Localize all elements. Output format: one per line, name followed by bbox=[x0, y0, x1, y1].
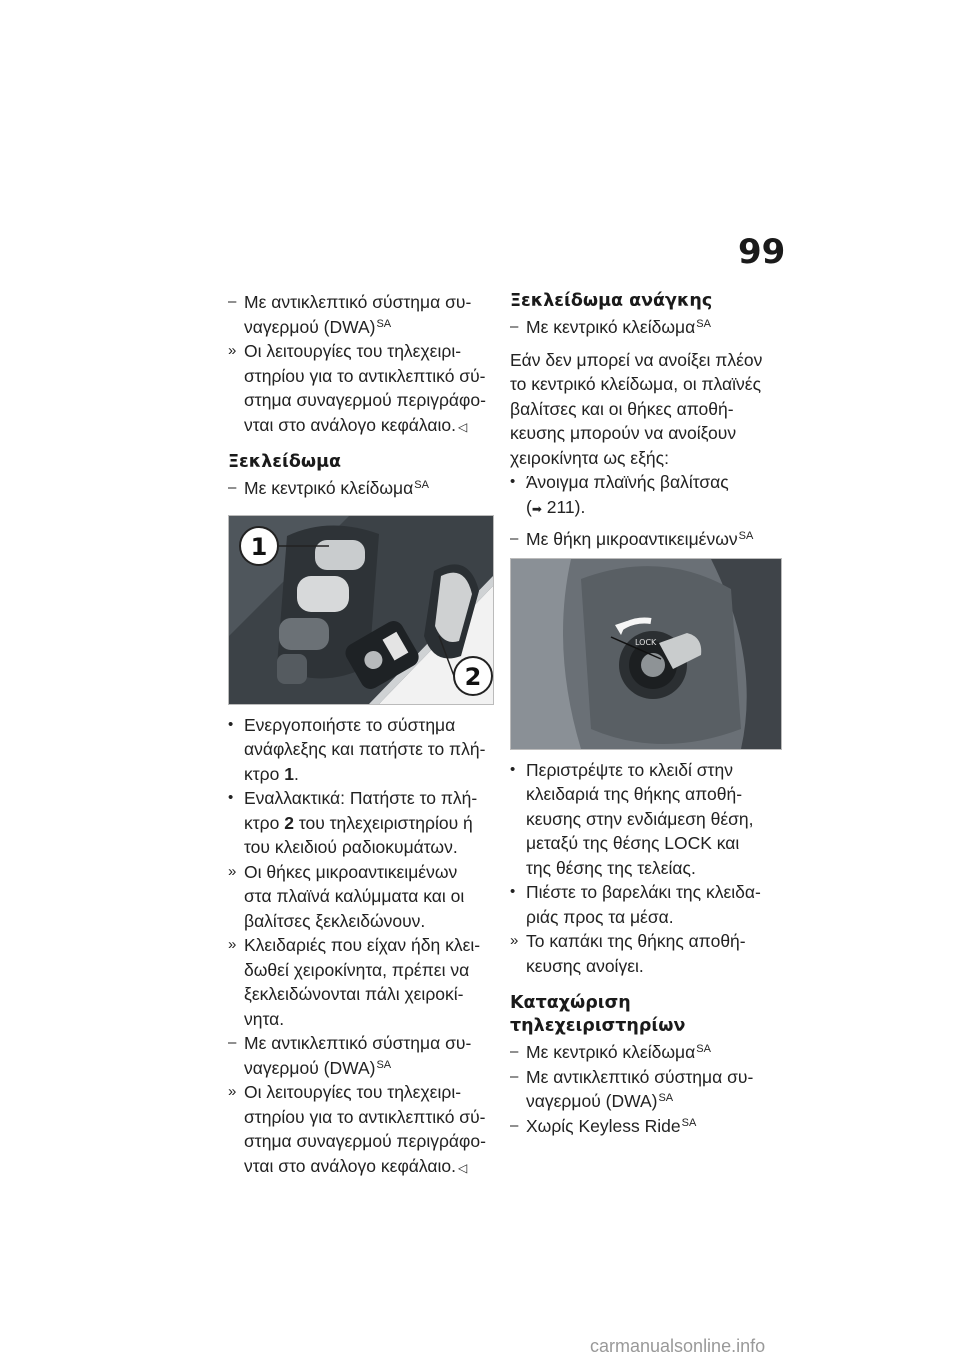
dash-marker: – bbox=[510, 1067, 519, 1085]
text-line: Οι θήκες μικροαντικειμένων bbox=[244, 861, 458, 882]
sa-superscript: SA bbox=[376, 1058, 392, 1071]
text-line: κτρο bbox=[244, 812, 285, 833]
dash-marker: – bbox=[510, 1043, 519, 1060]
text-line: . bbox=[293, 763, 299, 784]
condition-line bbox=[510, 527, 786, 552]
bullet-item bbox=[510, 880, 786, 929]
text-line: Με θήκη μικροαντικειμένων bbox=[526, 529, 738, 549]
text-line: Με αντικλεπτικό σύστημα συ- bbox=[244, 1033, 472, 1053]
condition-line bbox=[228, 1031, 500, 1080]
text-line: μεταξύ της θέσης LOCK και bbox=[526, 833, 740, 853]
text-line: κευσης στην ενδιάμεση θέση, bbox=[526, 808, 754, 829]
dash-marker: – bbox=[228, 293, 237, 310]
text-line: ριάς προς τα μέσα. bbox=[526, 906, 674, 927]
text-line: Με κεντρικό κλείδωμα bbox=[526, 1042, 696, 1062]
storage-lock-illustration bbox=[511, 559, 781, 749]
lock-position-label: LOCK bbox=[635, 637, 657, 647]
result-line bbox=[228, 339, 500, 439]
section-heading bbox=[510, 992, 786, 1038]
text-line: του κλειδιού ραδιοκυμάτων. bbox=[244, 837, 458, 857]
result-line bbox=[228, 1080, 500, 1180]
storage-lock-figure bbox=[510, 558, 782, 750]
sa-superscript: SA bbox=[696, 1043, 711, 1055]
condition-line bbox=[228, 476, 500, 501]
bullet-item bbox=[510, 470, 786, 521]
remote-control-figure bbox=[228, 515, 494, 705]
text-line: ναγερμού (DWA) bbox=[244, 1057, 376, 1078]
button-reference: 1 bbox=[284, 763, 294, 784]
sa-superscript: SA bbox=[738, 530, 754, 542]
sa-superscript: SA bbox=[681, 1116, 697, 1129]
dash-marker: – bbox=[228, 479, 237, 496]
page-number: 99 bbox=[738, 232, 786, 272]
result-line bbox=[510, 929, 786, 978]
text-line: κτρο bbox=[244, 763, 285, 784]
text-line: χειροκίνητα ως εξής: bbox=[510, 447, 669, 468]
bullet-item bbox=[510, 758, 786, 881]
page-reference[interactable]: 211). bbox=[541, 496, 586, 517]
text-line: Με κεντρικό κλείδωμα bbox=[244, 478, 414, 498]
condition-line bbox=[510, 1114, 786, 1139]
watermark-footer[interactable]: carmanualsonline.info bbox=[590, 1336, 766, 1356]
bullet-marker: • bbox=[510, 883, 516, 900]
condition-line bbox=[510, 315, 786, 340]
paragraph bbox=[510, 348, 786, 471]
section-heading: Ξεκλείδωμα ανάγκης bbox=[510, 291, 713, 311]
text-line: Εναλλακτικά: Πατήστε το πλή- bbox=[244, 788, 478, 808]
section-heading: Ξεκλείδωμα bbox=[228, 452, 341, 472]
text-line: Με αντικλεπτικό σύστημα συ- bbox=[244, 292, 472, 312]
figure-label-2: 2 bbox=[464, 662, 482, 691]
text-line: Χωρίς Keyless Ride bbox=[526, 1115, 681, 1136]
text-line: κλειδαριά της θήκης αποθή- bbox=[526, 784, 743, 804]
text-line: Πιέστε το βαρελάκι της κλειδα- bbox=[526, 882, 761, 902]
text-line: νται στο ανάλογο κεφάλαιο. bbox=[244, 1155, 456, 1176]
result-marker: » bbox=[228, 1083, 237, 1100]
dash-marker: – bbox=[228, 1034, 237, 1051]
text-line: ναγερμού (DWA) bbox=[526, 1091, 658, 1111]
text-line: στημα συναγερμού περιγράφο- bbox=[244, 1131, 486, 1151]
text-line: ( bbox=[526, 496, 532, 517]
result-marker: » bbox=[228, 342, 237, 359]
text-line: δωθεί χειροκίνητα, πρέπει να bbox=[244, 959, 470, 980]
text-line: ξεκλειδώνονται πάλι χειροκί- bbox=[244, 984, 464, 1004]
text-line: βαλίτσες και οι θήκες αποθή- bbox=[510, 398, 734, 419]
text-line: Ενεργοποιήστε το σύστημα bbox=[244, 714, 456, 735]
text-line: Με κεντρικό κλείδωμα bbox=[526, 317, 696, 337]
result-marker: » bbox=[228, 936, 237, 953]
sa-superscript: SA bbox=[658, 1092, 674, 1104]
condition-line bbox=[510, 1040, 786, 1065]
condition-line bbox=[510, 1065, 786, 1114]
text-line: στημα συναγερμού περιγράφο- bbox=[244, 390, 486, 410]
sa-superscript: SA bbox=[414, 479, 429, 491]
dash-marker: – bbox=[510, 1116, 519, 1134]
text-line: στηρίου για το αντικλεπτικό σύ- bbox=[244, 1106, 486, 1127]
heading-line: Καταχώριση bbox=[510, 993, 631, 1013]
text-line: Το καπάκι της θήκης αποθή- bbox=[526, 931, 746, 951]
text-line: ανάφλεξης και πατήστε το πλή- bbox=[244, 739, 486, 759]
left-column bbox=[228, 290, 500, 1180]
text-line: Περιστρέψτε το κλειδί στην bbox=[526, 759, 733, 780]
right-column bbox=[510, 290, 786, 1138]
dash-marker: – bbox=[510, 318, 519, 335]
bullet-item bbox=[228, 713, 500, 787]
text-line: βαλίτσες ξεκλειδώνουν. bbox=[244, 910, 426, 931]
text-line: κευσης ανοίγει. bbox=[526, 955, 644, 976]
heading-line: τηλεχειριστηρίων bbox=[510, 1016, 686, 1036]
result-line bbox=[228, 860, 500, 934]
text-line: νται στο ανάλογο κεφάλαιο. bbox=[244, 414, 456, 435]
dash-marker: – bbox=[510, 530, 519, 547]
text-line: Με αντικλεπτικό σύστημα συ- bbox=[526, 1066, 754, 1087]
result-marker: » bbox=[228, 862, 237, 880]
remote-control-illustration bbox=[229, 516, 493, 704]
button-reference: 2 bbox=[284, 812, 294, 833]
text-line: Εάν δεν μπορεί να ανοίξει πλέον bbox=[510, 349, 763, 370]
text-line: Οι λειτουργίες του τηλεχειρι- bbox=[244, 1082, 462, 1102]
result-marker: » bbox=[510, 932, 519, 949]
bullet-marker: • bbox=[228, 715, 234, 733]
text-line: Άνοιγμα πλαϊνής βαλίτσας bbox=[526, 472, 729, 492]
bullet-marker: • bbox=[510, 473, 516, 490]
result-line bbox=[228, 933, 500, 1031]
text-line: ναγερμού (DWA) bbox=[244, 316, 376, 337]
text-line: Οι λειτουργίες του τηλεχειρι- bbox=[244, 341, 462, 361]
page-reference-arrow-icon: ➡ bbox=[531, 501, 542, 516]
condition-line bbox=[228, 290, 500, 339]
sa-superscript: SA bbox=[376, 317, 392, 330]
end-marker: ◁ bbox=[458, 1160, 468, 1175]
text-line: του τηλεχειριστηρίου ή bbox=[293, 812, 473, 833]
text-line: νητα. bbox=[244, 1008, 285, 1029]
bullet-item bbox=[228, 786, 500, 860]
bullet-marker: • bbox=[228, 789, 234, 806]
text-line: στα πλαϊνά καλύμματα και οι bbox=[244, 886, 465, 906]
text-line: Κλειδαριές που είχαν ήδη κλει- bbox=[244, 935, 481, 955]
bullet-marker: • bbox=[510, 760, 516, 778]
text-line: το κεντρικό κλείδωμα, οι πλαϊνές bbox=[510, 374, 761, 394]
text-line: κευσης μπορούν να ανοίξουν bbox=[510, 423, 737, 443]
end-marker: ◁ bbox=[458, 419, 468, 434]
figure-label-1: 1 bbox=[250, 532, 268, 561]
sa-superscript: SA bbox=[696, 318, 711, 330]
text-line: της θέσης της τελείας. bbox=[526, 857, 696, 878]
text-line: στηρίου για το αντικλεπτικό σύ- bbox=[244, 365, 486, 386]
